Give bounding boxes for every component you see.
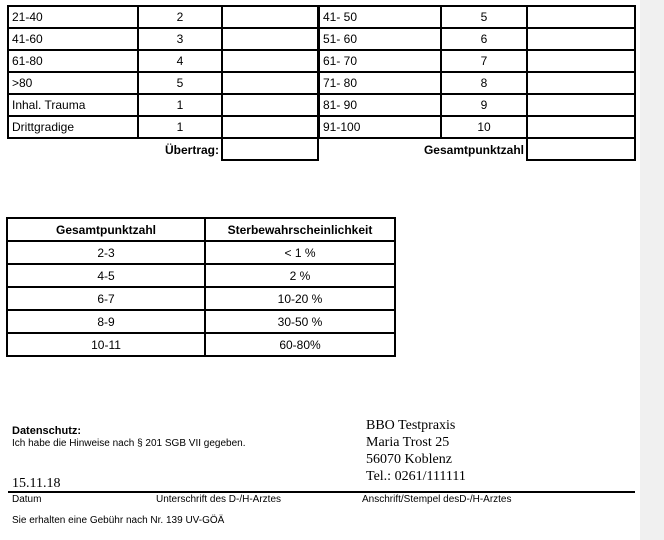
score-row — [8, 28, 318, 50]
mortality-row — [7, 333, 395, 356]
score-row — [8, 6, 318, 28]
score-row — [8, 72, 318, 94]
score-row — [319, 94, 635, 116]
score-row-label: 51- 60 — [319, 28, 441, 50]
window-edge — [640, 0, 664, 540]
mortality-table — [6, 217, 396, 357]
score-row-label: 41-60 — [8, 28, 138, 50]
signature-label: Unterschrift des D-/H-Arztes — [156, 494, 282, 505]
score-row-points: 1 — [138, 116, 222, 138]
score-row-entry — [222, 6, 318, 28]
mortality-header-score: Gesamtpunktzahl — [7, 218, 205, 241]
score-row-points: 2 — [138, 6, 222, 28]
score-row-points: 5 — [138, 72, 222, 94]
score-row-points: 3 — [138, 28, 222, 50]
score-row — [319, 50, 635, 72]
score-row-label: 81- 90 — [319, 94, 441, 116]
mortality-probability: 60-80% — [205, 333, 395, 356]
score-row-label: Drittgradige — [8, 116, 138, 138]
privacy-title: Datenschutz: — [12, 425, 82, 437]
mortality-probability: 10-20 % — [205, 287, 395, 310]
stamp-label: Anschrift/Stempel desD-/H-Arztes — [362, 494, 512, 505]
score-row-label: 61-80 — [8, 50, 138, 72]
privacy-text: Ich habe die Hinweise nach § 201 SGB VII gegeben. — [12, 438, 246, 449]
mortality-row — [7, 264, 395, 287]
score-row-entry — [527, 94, 635, 116]
score-row-label: 21-40 — [8, 6, 138, 28]
score-row-points: 1 — [138, 94, 222, 116]
score-table-right — [318, 5, 636, 161]
score-row — [8, 116, 318, 138]
mortality-score: 2-3 — [7, 241, 205, 264]
score-row-entry — [527, 50, 635, 72]
score-row — [319, 6, 635, 28]
score-row-entry — [222, 94, 318, 116]
mortality-probability: < 1 % — [205, 241, 395, 264]
practice-city: 56070 Koblenz — [366, 452, 452, 467]
mortality-row — [7, 287, 395, 310]
mortality-row — [7, 241, 395, 264]
score-row-entry — [527, 6, 635, 28]
score-row-points: 6 — [441, 28, 527, 50]
score-total-value — [222, 138, 318, 160]
score-row — [319, 72, 635, 94]
score-table-left — [7, 5, 319, 161]
mortality-score: 10-11 — [7, 333, 205, 356]
score-row-entry — [222, 50, 318, 72]
score-row-entry — [222, 116, 318, 138]
mortality-score: 4-5 — [7, 264, 205, 287]
mortality-probability: 30-50 % — [205, 310, 395, 333]
date-label: Datum — [12, 494, 42, 505]
score-row-label: Inhal. Trauma — [8, 94, 138, 116]
score-row-points: 7 — [441, 50, 527, 72]
score-row — [8, 94, 318, 116]
score-total-row — [8, 138, 318, 160]
score-row-points: 5 — [441, 6, 527, 28]
score-row — [319, 116, 635, 138]
score-total-row — [319, 138, 635, 160]
mortality-score: 8-9 — [7, 310, 205, 333]
score-total-label: Gesamtpunktzahl — [423, 142, 524, 157]
score-row-label: 61- 70 — [319, 50, 441, 72]
score-row-points: 10 — [441, 116, 527, 138]
score-row-points: 8 — [441, 72, 527, 94]
score-row-label: >80 — [8, 72, 138, 94]
fee-note: Sie erhalten eine Gebühr nach Nr. 139 UV-GÖÄ — [12, 515, 225, 526]
practice-name: BBO Testpraxis — [366, 418, 456, 433]
mortality-header-probability: Sterbewahrscheinlichkeit — [205, 218, 395, 241]
score-row-label: 91-100 — [319, 116, 441, 138]
date-value: 15.11.18 — [12, 476, 61, 491]
score-row — [8, 50, 318, 72]
score-row-entry — [222, 72, 318, 94]
score-total-value — [527, 138, 635, 160]
mortality-score: 6-7 — [7, 287, 205, 310]
score-total-label: Übertrag: — [164, 142, 219, 157]
practice-street: Maria Trost 25 — [366, 435, 450, 450]
score-row-entry — [527, 116, 635, 138]
score-row — [319, 28, 635, 50]
score-row-label: 71- 80 — [319, 72, 441, 94]
score-row-entry — [527, 72, 635, 94]
mortality-probability: 2 % — [205, 264, 395, 287]
signature-line — [8, 491, 635, 493]
score-row-points: 9 — [441, 94, 527, 116]
score-row-entry — [222, 28, 318, 50]
practice-phone: Tel.: 0261/111111 — [366, 469, 466, 484]
score-row-entry — [527, 28, 635, 50]
score-row-points: 4 — [138, 50, 222, 72]
score-row-label: 41- 50 — [319, 6, 441, 28]
mortality-row — [7, 310, 395, 333]
